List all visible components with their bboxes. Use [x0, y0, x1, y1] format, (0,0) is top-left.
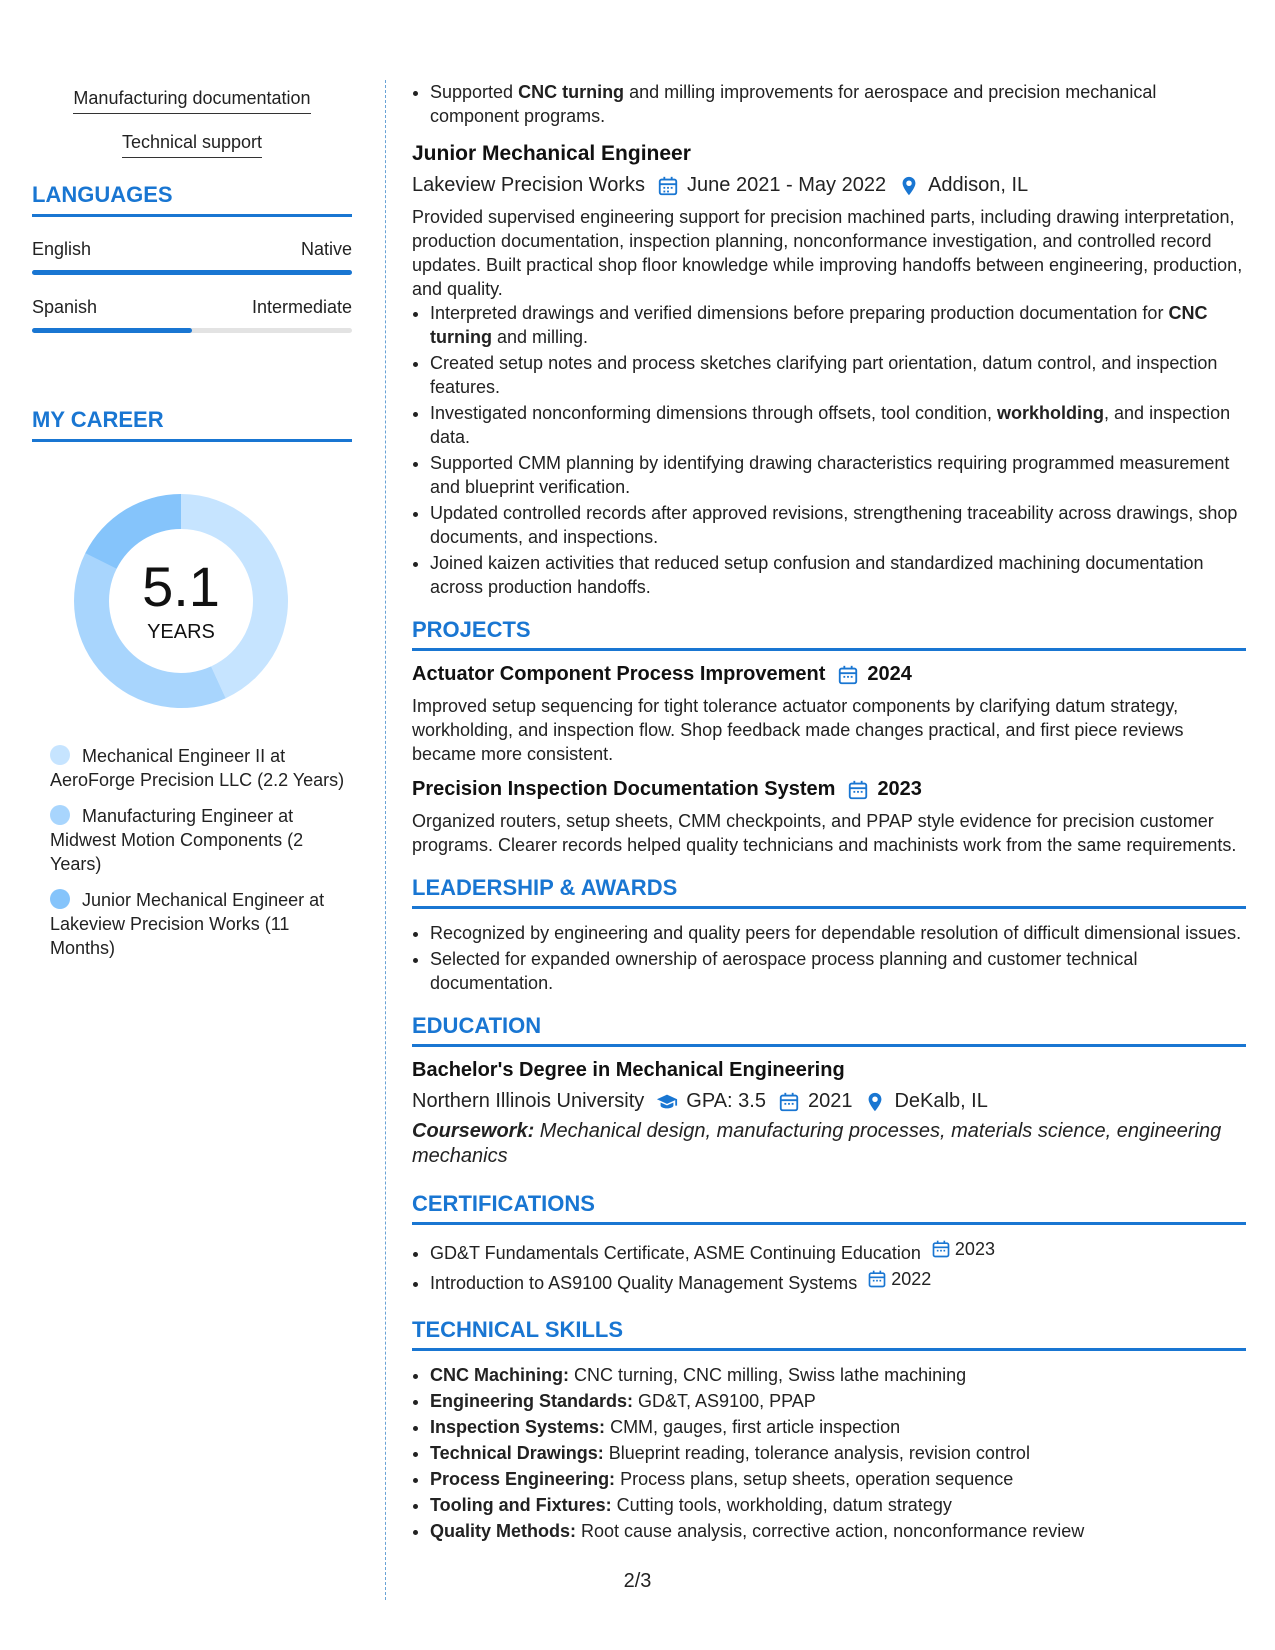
leadership-heading: LEADERSHIP & AWARDS: [412, 875, 1246, 909]
bullet-item: • Supported CNC turning and milling improvements for aerospace and precision mechanical component programs.: [430, 80, 1246, 128]
skill-item: • Inspection Systems: CMM, gauges, first article inspection: [430, 1415, 1246, 1439]
bullet-item: • Supported CMM planning by identifying drawing characteristics requiring programmed measurement and blueprint verification.: [430, 451, 1246, 499]
school-name: Northern Illinois University: [412, 1090, 645, 1112]
job-bullets: [412, 301, 1246, 599]
bullet-item: • Interpreted drawings and verified dimensions before preparing production documentation for CNC turning and milling.: [430, 301, 1246, 349]
bullet-item: • Investigated nonconforming dimensions through offsets, tool condition, workholding, and inspection data.: [430, 401, 1246, 449]
graduation-year: 2021: [807, 1090, 853, 1112]
technical-skills-list: [412, 1363, 1246, 1543]
page-number: 2/3: [623, 1570, 652, 1592]
career-list-item: Junior Mechanical Engineer at Lakeview Precision Works (11 Months): [50, 890, 325, 958]
language-bar: [32, 270, 352, 275]
skill-item: • Quality Methods: Root cause analysis, corrective action, nonconformance review: [430, 1519, 1246, 1543]
project-year: 2024: [867, 663, 912, 685]
career-total-years: 5.1: [142, 554, 220, 618]
language-name: English: [32, 239, 92, 259]
calendar-icon: [837, 664, 859, 686]
job-location: Addison, IL: [928, 174, 1029, 196]
certification-item: • Introduction to AS9100 Quality Management Systems 2022: [430, 1267, 1246, 1295]
language-item: [32, 239, 352, 275]
skill-tag: Technical support: [32, 132, 352, 158]
language-name: Spanish: [32, 297, 98, 317]
column-divider: [385, 80, 386, 1600]
project-title: Precision Inspection Documentation System: [412, 778, 836, 800]
projects-heading: PROJECTS: [412, 617, 1246, 651]
location-pin-icon: [864, 1091, 886, 1113]
skill-item: • Tooling and Fixtures: Cutting tools, workholding, datum strategy: [430, 1493, 1246, 1517]
school-location: DeKalb, IL: [894, 1090, 988, 1112]
experience-bullets: [412, 80, 1246, 128]
job-dates: June 2021 - May 2022: [687, 174, 887, 196]
languages-heading: LANGUAGES: [32, 182, 352, 217]
career-list-item: Manufacturing Engineer at Midwest Motion Components (2 Years): [50, 806, 304, 874]
certification-item: • GD&T Fundamentals Certificate, ASME Continuing Education 2023: [430, 1237, 1246, 1265]
location-pin-icon: [898, 175, 920, 197]
language-level: Native: [300, 239, 352, 259]
legend-dot: [50, 805, 70, 825]
skill-item: • Engineering Standards: GD&T, AS9100, PPAP: [430, 1389, 1246, 1413]
language-bar-fill: [32, 328, 192, 333]
project-entry: [412, 663, 1246, 766]
project-description: Organized routers, setup sheets, CMM checkpoints, and PPAP style evidence for precision customer programs. Clearer records helped quality technicians and machinists work from the same requirements.: [412, 811, 1237, 855]
language-bar: [32, 328, 352, 333]
company-name: Lakeview Precision Works: [412, 174, 646, 196]
project-year: 2023: [877, 778, 922, 800]
job-entry: [412, 142, 1246, 599]
career-donut: [66, 486, 296, 716]
calendar-icon: [847, 779, 869, 801]
technical-skills-heading: TECHNICAL SKILLS: [412, 1317, 1246, 1351]
skill-item: • Process Engineering: Process plans, setup sheets, operation sequence: [430, 1467, 1246, 1491]
legend-dot: [50, 889, 70, 909]
skill-item: • Technical Drawings: Blueprint reading, tolerance analysis, revision control: [430, 1441, 1246, 1465]
project-entry: [412, 778, 1246, 857]
career-list-item: Mechanical Engineer II at AeroForge Precision LLC (2.2 Years): [50, 746, 345, 790]
sidebar: [32, 80, 352, 960]
language-item: [32, 297, 352, 333]
job-meta: [412, 174, 1246, 197]
graduation-cap-icon: [656, 1091, 678, 1113]
gpa: GPA: 3.5: [686, 1090, 766, 1112]
calendar-icon: [931, 1239, 951, 1259]
coursework: Coursework: Mechanical design, manufacturing processes, materials science, engineering mechanics: [412, 1120, 1222, 1167]
project-description: Improved setup sequencing for tight tolerance actuator components by clarifying datum strategy, workholding, and inspection flow. Shop feedback made changes practical, and first piece reviews became more consistent.: [412, 696, 1184, 764]
degree-title: Bachelor's Degree in Mechanical Engineering: [412, 1059, 845, 1081]
job-title: Junior Mechanical Engineer: [412, 142, 691, 165]
job-summary: Provided supervised engineering support for precision machined parts, including drawing interpretation, production documentation, inspection planning, nonconformance investigation, and controlled record updates. Built practical shop floor knowledge while improving handoffs between engineering, production, and quality.: [412, 207, 1243, 299]
calendar-icon: [657, 175, 679, 197]
skill-tag: Manufacturing documentation: [32, 88, 352, 114]
bullet-item: • Updated controlled records after approved revisions, strengthening traceability across drawings, shop documents, and inspections.: [430, 501, 1246, 549]
certifications-heading: CERTIFICATIONS: [412, 1191, 1246, 1225]
project-title: Actuator Component Process Improvement: [412, 663, 826, 685]
bullet-item: • Recognized by engineering and quality peers for dependable resolution of difficult dimensional issues.: [430, 921, 1246, 945]
bullet-item: • Created setup notes and process sketches clarifying part orientation, datum control, and inspection features.: [430, 351, 1246, 399]
language-level: Intermediate: [251, 297, 352, 317]
skill-item: • CNC Machining: CNC turning, CNC milling, Swiss lathe machining: [430, 1363, 1246, 1387]
education-heading: EDUCATION: [412, 1013, 1246, 1047]
main-content: [412, 80, 1246, 1545]
calendar-icon: [867, 1269, 887, 1289]
education-entry: [412, 1059, 1246, 1169]
legend-dot: [50, 745, 70, 765]
language-bar-fill: [32, 270, 352, 275]
career-heading: MY CAREER: [32, 407, 352, 442]
bullet-item: • Joined kaizen activities that reduced setup confusion and standardized machining documentation across production handoffs.: [430, 551, 1246, 599]
certifications-list: [412, 1237, 1246, 1295]
career-total-unit: YEARS: [147, 620, 215, 643]
leadership-list: [412, 921, 1246, 995]
calendar-icon: [778, 1091, 800, 1113]
bullet-item: • Selected for expanded ownership of aerospace process planning and customer technical documentation.: [430, 947, 1246, 995]
education-meta: [412, 1090, 1246, 1113]
